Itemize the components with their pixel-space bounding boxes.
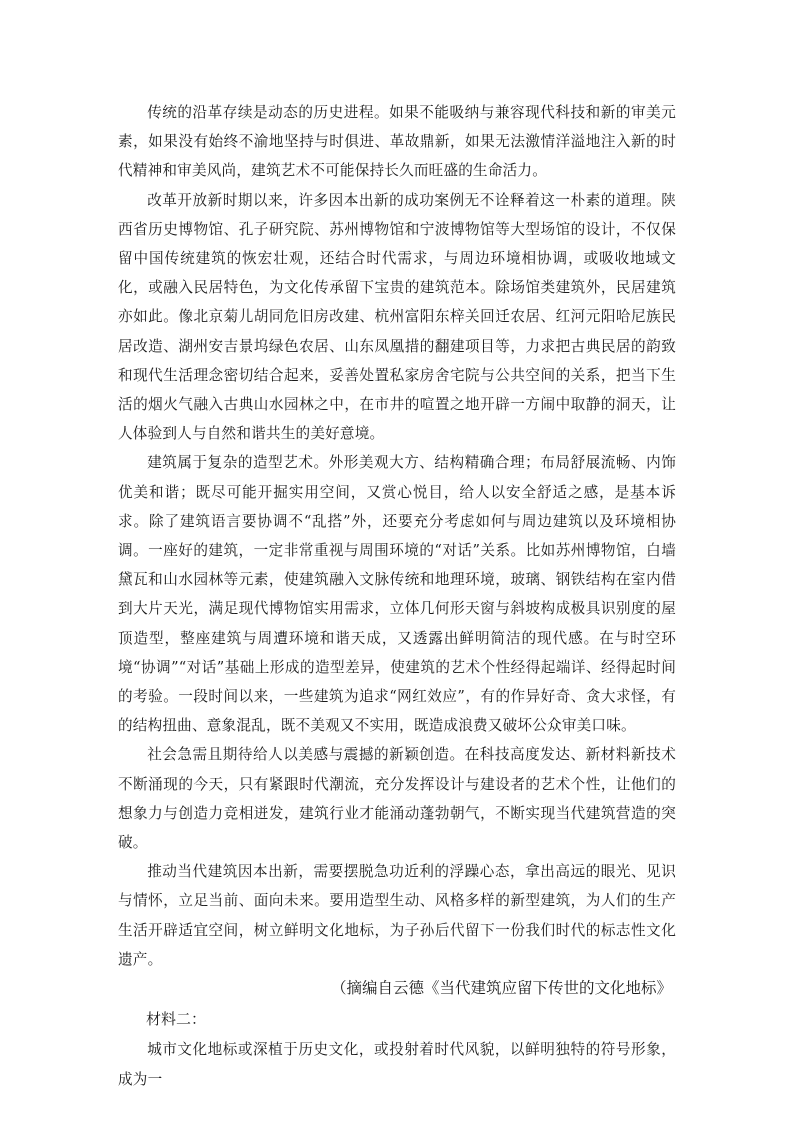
paragraph-2: 改革开放新时期以来，许多因本出新的成功案例无不诠释着这一朴素的道理。陕西省历史博物馆、孔子研究院、苏州博物馆和宁波博物馆等大型场馆的设计，不仅保留中国传统建筑的恢宏壮观，还结合时代需求，与周边环境相协调，或吸收地域文化，或融入民居特色，为文化传承留下宝贵的建筑范本。除场馆类建筑外，民居建筑亦如此。像北京菊儿胡同危旧房改建、杭州富阳东梓关回迁农居、红河元阳哈尼族民居改造、湖州安吉景坞绿色农居、山东凤凰措的翻建项目等，力求把古典民居的韵致和现代生活理念密切结合起来，妥善处置私家房舍宅院与公共空间的关系，把当下生活的烟火气融入古典山水园林之中，在市井的喧置之地开辟一方闹中取静的洞天，让人体验到人与自然和谐共生的美好意境。	[118, 191, 676, 443]
paragraph-3: 建筑属于复杂的造型艺术。外形美观大方、结构精确合理；布局舒展流畅、内饰优美和谐；既尽可能开掘实用空间，又赏心悦目，给人以安全舒适之感，是基本诉求。除了建筑语言要协调不“乱搭”外，还要充分考虑如何与周边建筑以及环境相协调。一座好的建筑，一定非常重视与周围环境的“对话”关系。比如苏州博物馆，白墙黛瓦和山水园林等元素，使建筑融入文脉传统和地理环境，玻璃、钢铁结构在室内借到大片天光，满足现代博物馆实用需求，立体几何形天窗与斜坡构成极具识别度的屋顶造型，整座建筑与周遭环境和谐天成，又透露出鲜明简洁的现代感。在与时空环境“协调”“对话”基础上形成的造型差异，使建筑的艺术个性经得起端详、经得起时间的考验。一段时间以来，一些建筑为追求“网红效应”，有的作异好奇、贪大求怪，有的结构扭曲、意象混乱，既不美观又不实用，既造成浪费又破坏公众审美口味。	[118, 454, 676, 735]
paragraph-final: 城市文化地标或深植于历史文化，或投射着时代风貌，以鲜明独特的符号形象，成为一	[118, 1041, 676, 1088]
paragraph-1: 传统的沿革存续是动态的历史进程。如果不能吸纳与兼容现代科技和新的审美元素，如果没有始终不渝地坚持与时俱进、革故鼎新，如果无法激情洋溢地注入新的时代精神和审美风尚，建筑艺术不可能保持长久而旺盛的生命活力。	[118, 104, 676, 180]
paragraph-4: 社会急需且期待给人以美感与震撼的新颖创造。在科技高度发达、新材料新技术不断涌现的今天，只有紧跟时代潮流，充分发挥设计与建设者的艺术个性，让他们的想象力与创造力竞相迸发，建筑行业才能涌动蓬勃朝气，不断实现当代建筑营造的突破。	[118, 746, 676, 852]
section-label: 材料二：	[146, 1010, 207, 1029]
document-body	[118, 98, 676, 1094]
paragraph-5: 推动当代建筑因本出新，需要摆脱急功近利的浮躁心态，拿出高远的眼光、见识与情怀，立足当前、面向未来。要用造型生动、风格多样的新型建筑，为人们的生产生活开辟适宜空间，树立鲜明文化地标，为子孙后代留下一份我们时代的标志性文化遗产。	[118, 863, 676, 968]
source-citation: （摘编自云德《当代建筑应留下传世的文化地标》	[330, 979, 672, 998]
